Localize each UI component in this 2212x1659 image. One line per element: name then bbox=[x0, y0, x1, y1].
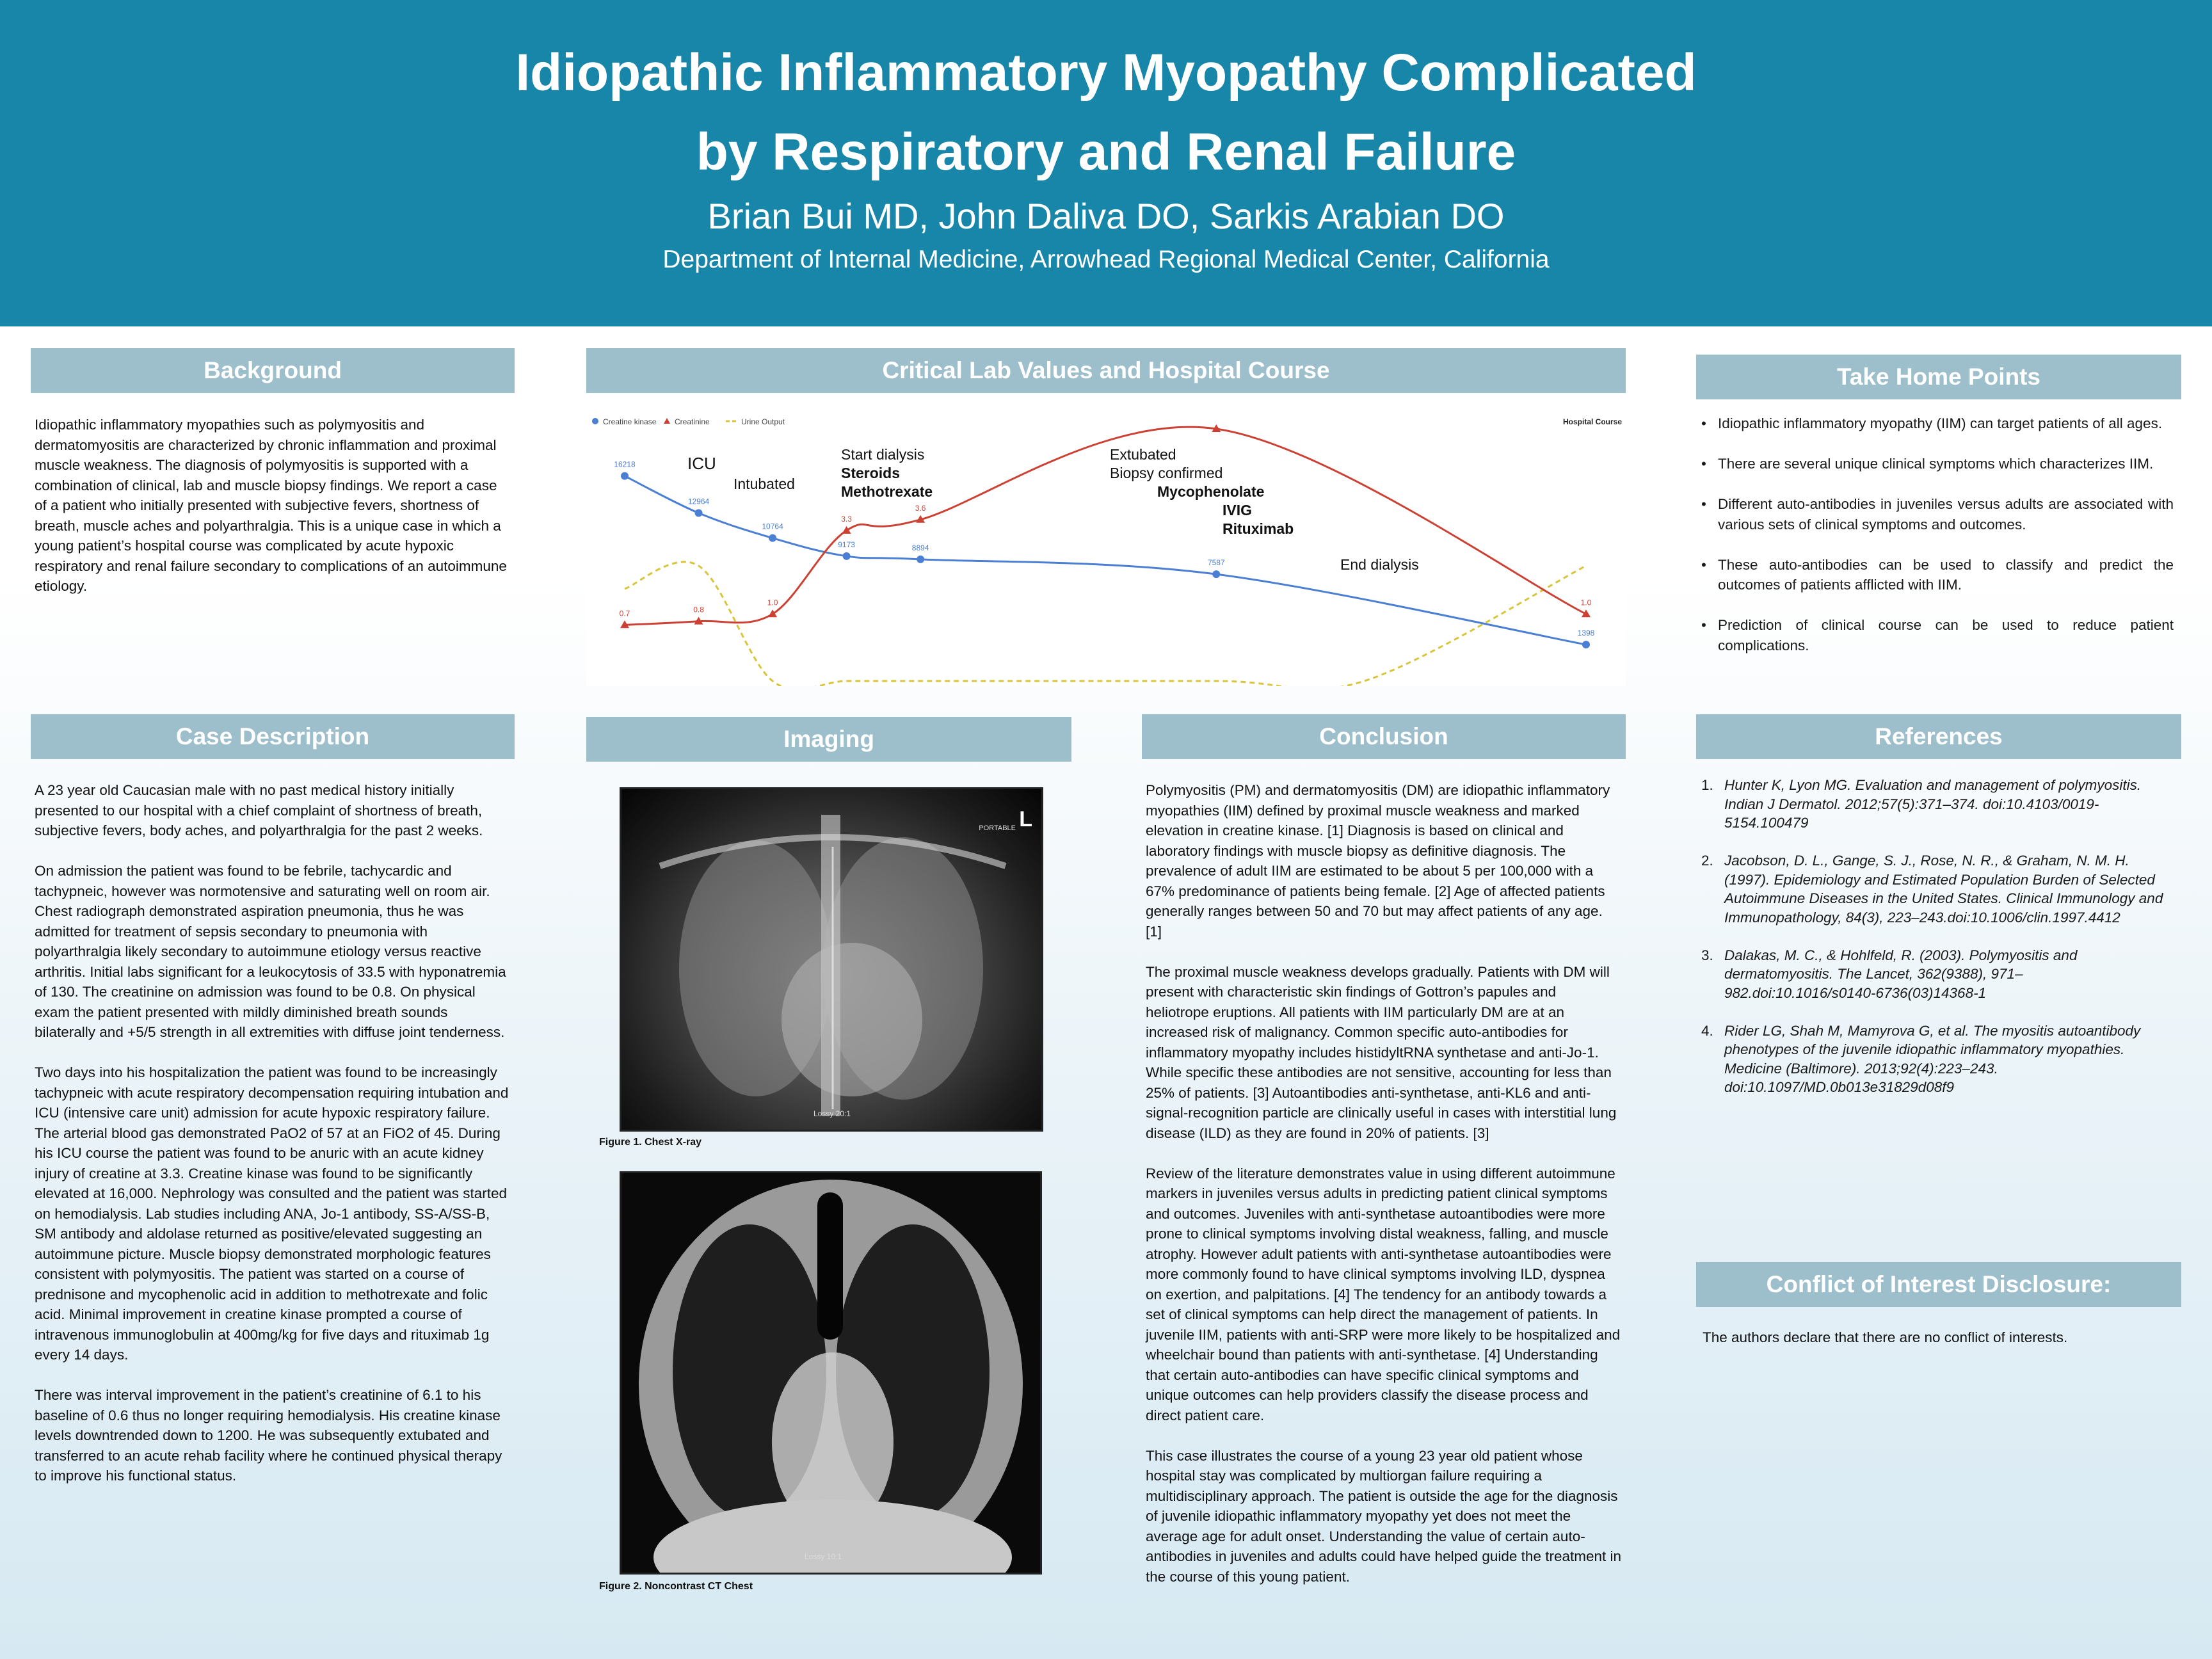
creatine-kinase-point bbox=[1212, 570, 1220, 578]
ct-chest-drawing bbox=[621, 1173, 1040, 1573]
reference-item: 1. Hunter K, Lyon MG. Evaluation and management of polymyositis. Indian J Dermatol. 2012;57(5):371–374. doi:10.4103/0019-5154.100479 bbox=[1701, 777, 2142, 831]
case-description-heading: Case Description bbox=[31, 714, 515, 759]
case-description-text bbox=[35, 780, 511, 1486]
xray-compression: Lossy 20:1 bbox=[813, 1109, 851, 1118]
urine-output-line bbox=[625, 562, 1586, 686]
creatine-kinase-point bbox=[1582, 641, 1590, 648]
ct-chest-image bbox=[620, 1171, 1042, 1575]
legend-label-ck: Creatine kinase bbox=[603, 417, 657, 426]
creatine-kinase-label: 8894 bbox=[911, 543, 929, 552]
legend-marker-creatinine bbox=[664, 418, 670, 424]
chart-svg bbox=[586, 410, 1626, 686]
department: Department of Internal Medicine, Arrowhead Regional Medical Center, California bbox=[662, 246, 1550, 273]
creatinine-label: 0.7 bbox=[619, 609, 630, 618]
reference-item: 4. Rider LG, Shah M, Mamyrova G, et al. The myositis autoantibody phenotypes of the juvenile idiopathic inflammatory myopathies. Medicine (Baltimore). 2013;92(4):223–243. doi:10.1097/MD.0b013e31829d08f9 bbox=[1701, 1022, 2141, 1095]
annotation-steroids: Steroids bbox=[841, 465, 901, 481]
annotation-end-dialysis: End dialysis bbox=[1340, 556, 1419, 573]
case-paragraph: On admission the patient was found to be febrile, tachycardic and tachypneic, however was normotensive and saturating well on room air. Chest radiograph demonstrated aspiration pneumonia, thus he was admitted for treatment of sepsis secondary to pneumonia with polyarthralgia likely secondary to autoimmune etiology versus reactive arthritis. Initial labs significant for a leukocytosis of 33.5 with hyponatremia of 130. The creatinine on admission was found to be 0.8. On physical exam the patient presented with mildly diminished breath sounds bilaterally and +5/5 strength in all extremities with diffuse joint tenderness. bbox=[35, 863, 506, 1040]
creatine-kinase-label: 1398 bbox=[1577, 629, 1595, 638]
conclusion-paragraph: The proximal muscle weakness develops gradually. Patients with DM will present with characteristic skin findings of Gottron’s papules and heliotrope eruptions. All patients with IIM particularly DM are at an increased risk of malignancy. Common specific auto-antibodies for inflammatory myopathy includes histidyltRNA synthetase and anti-Jo-1. While specific these antibodies are not sensitive, accounting for less than 25% of patients. [3] Autoantibodies anti-synthetase, anti-KL6 and anti-signal-recognition particle are clinically useful in cases with interstitial lung disease (ILD) as they are found in 20% of patients. [3] bbox=[1146, 963, 1617, 1141]
case-paragraph: There was interval improvement in the patient’s creatinine of 6.1 to his baseline of 0.6 thus no longer requiring hemodialysis. His creatine kinase levels downtrended down to 1200. He was subsequently extubated and transferred to an acute rehab facility where he continued physical therapy to improve his functional status. bbox=[35, 1387, 502, 1484]
creatinine-point bbox=[842, 526, 851, 534]
annotation-rituximab: Rituximab bbox=[1222, 520, 1294, 537]
creatinine-label: 0.8 bbox=[693, 605, 704, 614]
imaging-heading: Imaging bbox=[586, 717, 1071, 762]
annotation-methotrexate: Methotrexate bbox=[841, 483, 933, 500]
take-home-point: • There are several unique clinical symptoms which characterizes IIM. bbox=[1700, 454, 2174, 474]
hospital-course-chart bbox=[586, 410, 1626, 686]
creatine-kinase-point bbox=[695, 509, 703, 517]
annotation-biopsy: Biopsy confirmed bbox=[1110, 465, 1223, 481]
background-heading: Background bbox=[31, 348, 515, 393]
creatine-kinase-point bbox=[917, 556, 924, 563]
conclusion-paragraph: Review of the literature demonstrates value in using different autoimmune markers in juveniles versus adults in predicting patient clinical symptoms and outcomes. Juveniles with anti-synthetase autoantibodies were more prone to clinical symptoms involving distal weakness, falling, and muscle atrophy. However adult patients with anti-synthetase autoantibodies were more commonly found to have clinical symptoms involving ILD, dyspnea on exertion, and palpitations. [4] The tendency for an antibody towards a set of clinical symptoms can help direct the management of patients. In juvenile IIM, patients with anti-SRP were more likely to be hospitalized and wheelchair bound than patients with anti-synthetase. [4] Understanding that certain auto-antibodies can have specific clinical symptoms and unique outcomes can help providers classify the disease process and direct patient care. bbox=[1146, 1165, 1621, 1423]
lab-values-heading: Critical Lab Values and Hospital Course bbox=[586, 348, 1626, 393]
take-home-list bbox=[1700, 413, 2174, 676]
annotation-ivig: IVIG bbox=[1222, 502, 1253, 518]
annotation-mycophenolate: Mycophenolate bbox=[1157, 483, 1265, 500]
poster-header bbox=[0, 0, 2212, 326]
creatinine-label: 1.0 bbox=[1580, 598, 1592, 607]
legend-label-creatinine: Creatinine bbox=[675, 417, 710, 426]
take-home-point: • These auto-antibodies can be used to classify and predict the outcomes of patients afflicted with IIM. bbox=[1700, 555, 2174, 595]
annotation-extubated: Extubated bbox=[1110, 446, 1176, 463]
creatine-kinase-label: 9173 bbox=[838, 540, 855, 549]
conclusion-paragraph: This case illustrates the course of a young 23 year old patient whose hospital stay was complicated by multiorgan failure requiring a multidisciplinary approach. The patient is outside the age for the diagnosis of juvenile idiopathic inflammatory myopathy yet does not meet the average age for adult onset. Understanding the value of certain auto-antibodies in juveniles and adults could have helped guide the treatment in the course of this young patient. bbox=[1146, 1447, 1622, 1585]
legend-marker-ck bbox=[592, 418, 598, 424]
annotation-icu: ICU bbox=[687, 454, 716, 473]
creatine-kinase-line bbox=[625, 476, 1586, 645]
creatine-kinase-point bbox=[769, 534, 776, 542]
creatine-kinase-label: 16218 bbox=[614, 460, 636, 469]
conclusion-paragraph: Polymyositis (PM) and dermatomyositis (DM) are idiopathic inflammatory myopathies (IIM) defined by proximal muscle weakness and marked elevation in creatine kinase. [1] Diagnosis is based on clinical and laboratory findings with muscle biopsy as definitive diagnosis. The prevalence of adult IIM are estimated to be about 5 per 100,000 with a 67% predominance of patients being female. [2] Age of affected patients generally ranges between 50 and 70 but may affect patients of any age. [1] bbox=[1146, 782, 1610, 940]
creatine-kinase-label: 10764 bbox=[762, 522, 783, 531]
references-list bbox=[1700, 776, 2174, 1116]
poster-title: Idiopathic Inflammatory Myopathy Complicated by Respiratory and Renal Failure bbox=[515, 44, 1697, 181]
annotation-intubated: Intubated bbox=[733, 476, 795, 492]
conclusion-heading: Conclusion bbox=[1142, 714, 1626, 759]
figure-2-caption: Figure 2. Noncontrast CT Chest bbox=[599, 1581, 753, 1592]
references-heading: References bbox=[1696, 714, 2181, 759]
take-home-point: • Idiopathic inflammatory myopathy (IIM) can target patients of all ages. bbox=[1700, 413, 2174, 434]
creatinine-label: 3.3 bbox=[841, 514, 852, 524]
case-paragraph: Two days into his hospitalization the patient was found to be increasingly tachypneic with acute respiratory decompensation requiring intubation and ICU (intensive care unit) admission for acute hypoxic respiratory failure. The arterial blood gas demonstrated PaO2 of 57 at an FiO2 of 45. During his ICU course the patient was found to be anuric with an acute kidney injury of creatine at 3.3. Creatine kinase was found to be significantly elevated at 16,000. Nephrology was consulted and the patient was started on hemodialysis. Lab studies including ANA, Jo-1 antibody, SS-A/SS-B, SM antibody and aldolase returned as positive/elevated suggesting an autoimmune picture. Muscle biopsy demonstrated morphologic features consistent with polymyositis. The patient was started on a course of prednisone and mycophenolic acid in addition to methotrexate and folic acid. Minimal improvement in creatine kinase prompted a course of intravenous immunoglobulin at 400mg/kg for five days and rituximab 1g every 14 days. bbox=[35, 1064, 509, 1363]
take-home-heading: Take Home Points bbox=[1696, 355, 2181, 399]
creatine-kinase-point bbox=[843, 552, 851, 560]
reference-item: 3. Dalakas, M. C., & Hohlfeld, R. (2003). Polymyositis and dermatomyositis. The Lancet, 362(9388), 971–982.doi:10.1016/s0140-6736(03)14368-1 bbox=[1701, 947, 2078, 1001]
creatinine-label: 3.6 bbox=[915, 503, 926, 513]
creatine-kinase-label: 12964 bbox=[687, 497, 710, 506]
creatinine-label: 1.0 bbox=[767, 598, 778, 607]
annotation-start-dialysis: Start dialysis bbox=[841, 446, 925, 463]
chest-xray-drawing bbox=[621, 789, 1041, 1130]
creatine-kinase-point bbox=[621, 472, 629, 480]
chart-legend bbox=[592, 417, 1622, 426]
take-home-point: • Different auto-antibodies in juveniles versus adults are associated with various sets of clinical symptoms and outcomes. bbox=[1700, 494, 2174, 534]
ct-compression: Lossy 10:1 bbox=[805, 1552, 842, 1561]
take-home-point: • Prediction of clinical course can be used to reduce patient complications. bbox=[1700, 615, 2174, 655]
creatine-kinase-label: 7587 bbox=[1207, 558, 1225, 568]
disclosure-text: The authors declare that there are no conflict of interests. bbox=[1703, 1329, 2068, 1345]
legend-label-urine: Urine Output bbox=[741, 417, 785, 426]
case-paragraph: A 23 year old Caucasian male with no past medical history initially presented to our hospital with a chief complaint of shortness of breath, subjective fevers, body aches, and polyarthralgia for the past 2 weeks. bbox=[35, 782, 483, 838]
reference-item: 2. Jacobson, D. L., Gange, S. J., Rose, N. R., & Graham, N. M. H. (1997). Epidemiology and Estimated Population Burden of Selected Autoimmune Diseases in the United States. Clinical Immunology and Immunopathology, 84(3), 223–243.doi:10.1006/clin.1997.4412 bbox=[1701, 853, 2163, 926]
disclosure-heading: Conflict of Interest Disclosure: bbox=[1696, 1262, 2181, 1307]
chest-xray-image bbox=[620, 787, 1043, 1132]
figure-1-caption: Figure 1. Chest X-ray bbox=[599, 1137, 702, 1148]
conclusion-text bbox=[1146, 780, 1623, 1587]
chart-title: Hospital Course bbox=[1562, 417, 1622, 426]
xray-side-marker: L bbox=[1019, 807, 1032, 831]
xray-label: PORTABLE bbox=[979, 824, 1016, 832]
background-text: Idiopathic inflammatory myopathies such as polymyositis and dermatomyositis are characterized by chronic inflammation and proximal muscle weakness. The diagnosis of polymyositis is supported with a combination of clinical, lab and muscle biopsy findings. We report a case of a patient who initially presented with subjective fevers, shortness of breath, muscle aches and polyarthralgia. This is a unique case in which a young patient’s hospital course was complicated by acute hypoxic respiratory and renal failure secondary to complications of an autoimmune etiology. bbox=[35, 417, 507, 594]
authors: Brian Bui MD, John Daliva DO, Sarkis Arabian DO bbox=[707, 196, 1505, 236]
